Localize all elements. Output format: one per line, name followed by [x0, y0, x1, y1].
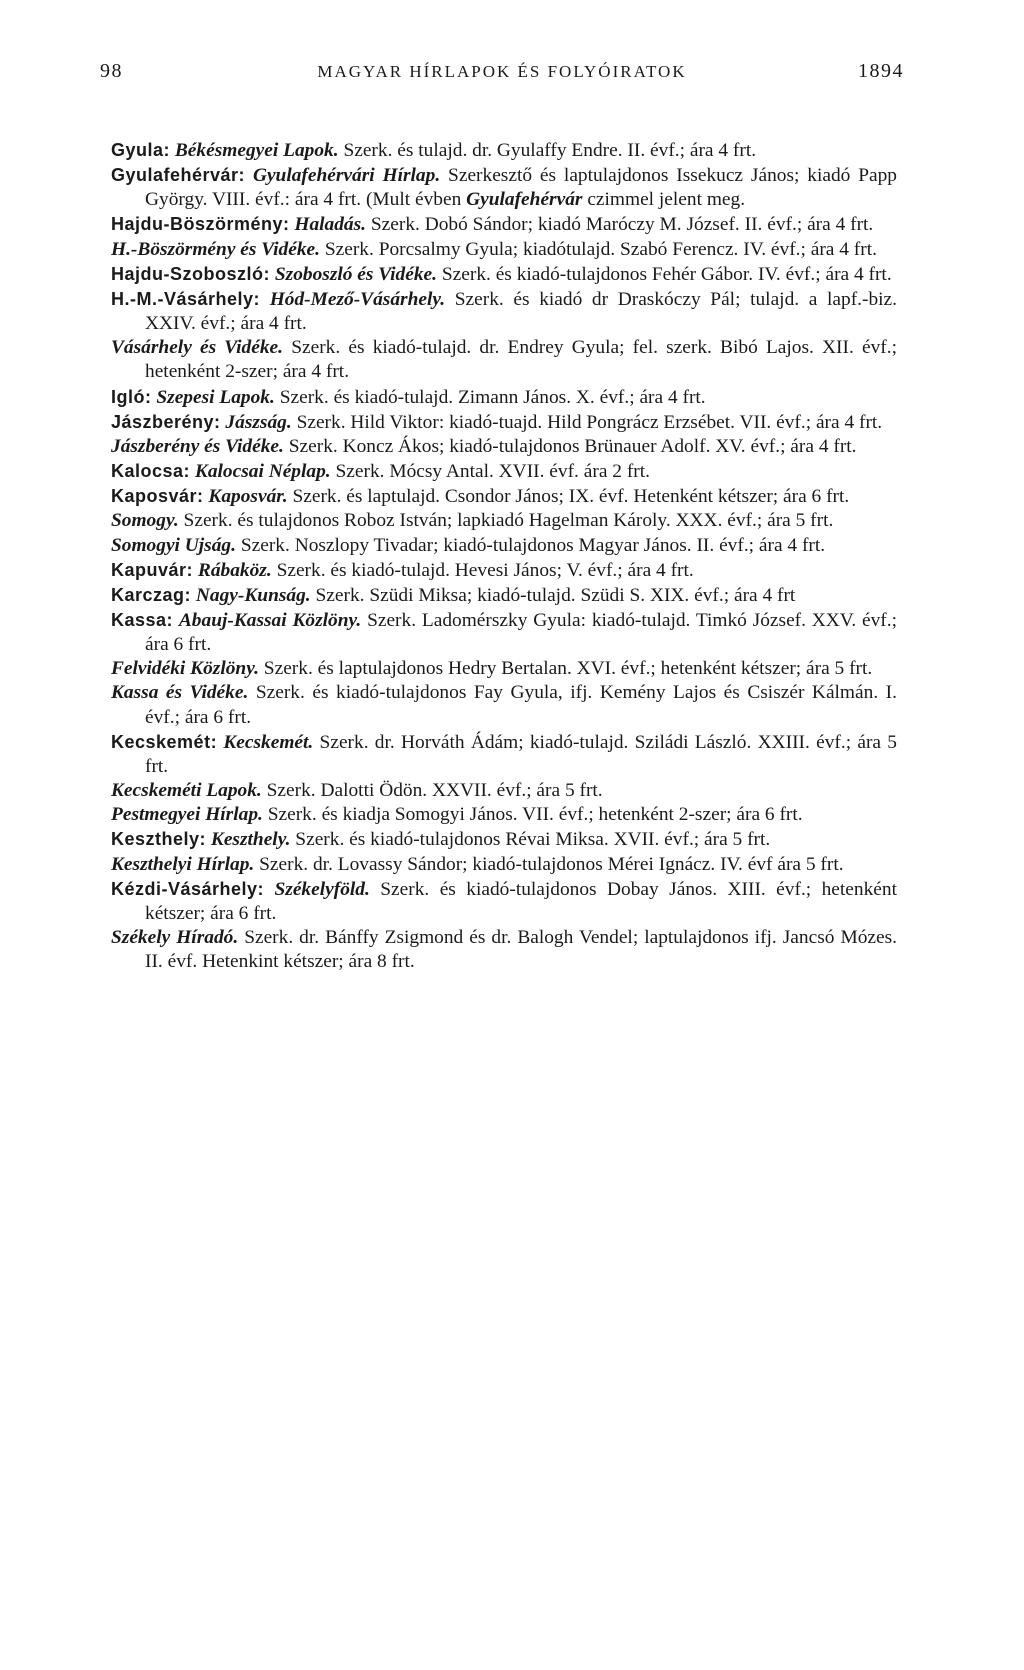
entry-text: Szerk. Ladomérszky Gyula: kiadó-tulajd. Timkó József. XXV. évf.; ára 6 frt.	[145, 609, 897, 656]
directory-entry	[111, 853, 897, 877]
town-name: Kaposvár:	[111, 486, 204, 507]
newspaper-title: Kecskemét.	[223, 731, 314, 753]
newspaper-title: Keszthelyi Hírlap.	[111, 853, 255, 875]
newspaper-title: Kassa és Vidéke.	[111, 682, 249, 704]
directory-entry	[111, 212, 897, 237]
entry-text: Szerk. és tulajd. dr. Gyulaffy Endre. II. évf.; ára 4 frt.	[343, 140, 757, 161]
directory-entry	[111, 803, 897, 827]
town-name: H.-M.-Vásárhely:	[111, 288, 261, 309]
entry-text: Szerk. és kiadó dr Draskóczy Pál; tulajd. a lapf.-biz. XXIV. évf.; ára 4 frt.	[145, 288, 897, 335]
entry-text: Szerk. és laptulajd. Csondor János; IX. évf. Hetenként kétszer; ára 6 frt.	[292, 486, 850, 508]
directory-entry	[111, 779, 897, 803]
directory-entry	[111, 385, 897, 410]
newspaper-title: Keszthely.	[210, 829, 291, 851]
town-name: Kecskemét:	[111, 731, 218, 752]
entry-text: Szerk. dr. Bánffy Zsigmond és dr. Balogh Vendel; laptulajdonos ifj. Jancsó Mózes. II. évf. Hetenkint kétszer; ára 8 frt.	[145, 927, 897, 973]
town-name: Gyulafehérvár:	[111, 165, 246, 186]
newspaper-title: Hód-Mező-Vásárhely.	[269, 288, 446, 310]
newspaper-title: Jászberény és Vidéke.	[111, 435, 284, 457]
directory-entry	[111, 730, 897, 779]
directory-entry	[111, 287, 897, 336]
entry-text: Szerk. Koncz Ákos; kiadó-tulajdonos Brünauer Adolf. XV. évf.; ára 4 frt.	[288, 435, 857, 457]
entry-text: Szerk. Noszlopy Tivadar; kiadó-tulajdonos Magyar János. II. évf.; ára 4 frt.	[240, 534, 826, 556]
newspaper-title: Szepesi Lapok.	[156, 386, 275, 408]
town-name: Hajdu-Böszörmény:	[111, 214, 290, 235]
newspaper-title: Kaposvár.	[208, 486, 288, 508]
newspaper-title: Vásárhely és Vidéke.	[111, 337, 284, 359]
newspaper-title: Haladás.	[294, 214, 367, 236]
newspaper-title: Somogy.	[111, 510, 179, 532]
newspaper-title: Békésmegyei Lapok.	[174, 140, 339, 161]
directory-entry	[111, 484, 897, 509]
directory-entry	[111, 583, 897, 608]
directory-entry	[111, 608, 897, 657]
directory-entry	[111, 558, 897, 583]
newspaper-title: Kalocsai Néplap.	[194, 461, 331, 483]
directory-entry	[111, 336, 897, 384]
entry-text: Szerk. és kiadó-tulajdonos Fay Gyula, ifj. Kemény Lajos és Csiszér Kálmán. I. évf.; ára 6 frt.	[145, 682, 897, 728]
entry-text: Szerk. dr. Horváth Ádám; kiadó-tulajd. Sziládi László. XXIII. évf.; ára 5 frt.	[145, 731, 897, 777]
newspaper-title: Gyulafehérvár	[466, 189, 583, 211]
entry-text: Szerk. Porcsalmy Gyula; kiadótulajd. Szabó Ferencz. IV. évf.; ára 4 frt.	[324, 238, 877, 260]
directory-entry	[111, 827, 897, 852]
newspaper-title: Abauj-Kassai Közlöny.	[178, 609, 362, 631]
newspaper-title: Felvidéki Közlöny.	[111, 658, 259, 680]
newspaper-title: Nagy-Kunság.	[195, 584, 311, 606]
town-name: Kézdi-Vásárhely:	[111, 878, 265, 899]
directory-entry	[111, 410, 897, 435]
entry-text: Szerk. és kiadó-tulajd. dr. Endrey Gyula; fel. szerk. Bibó Lajos. XII. évf.; hetenként 2-szer; ára 4 frt.	[145, 337, 897, 383]
entry-text: Szerk. és laptulajdonos Hedry Bertalan. XVI. évf.; hetenként kétszer; ára 5 frt.	[263, 658, 873, 680]
entry-text: Szerk. dr. Lovassy Sándor; kiadó-tulajdonos Mérei Ignácz. IV. évf ára 5 frt.	[259, 853, 844, 875]
newspaper-title: Pestmegyei Hírlap.	[111, 804, 263, 826]
directory-entry	[111, 534, 897, 558]
running-title: MAGYAR HÍRLAPOK ÉS FOLYÓIRATOK	[317, 62, 687, 81]
entry-text: Szerk. és kiadó-tulajd. Zimann János. X. évf.; ára 4 frt.	[279, 386, 706, 408]
entry-text: Szerk. és kiadó-tulajdonos Fehér Gábor. IV. évf.; ára 4 frt.	[441, 263, 892, 285]
entry-text: Szerk. és kiadó-tulajd. Hevesi János; V. évf.; ára 4 frt.	[276, 559, 694, 581]
newspaper-title: Somogyi Ujság.	[111, 534, 236, 556]
directory-entry	[111, 138, 897, 163]
town-name: Gyula:	[111, 140, 171, 160]
town-name: Jászberény:	[111, 411, 221, 432]
directory-entry	[111, 163, 897, 212]
newspaper-title: Jászság.	[225, 411, 292, 433]
directory-entry	[111, 509, 897, 533]
directory-entry	[111, 262, 897, 287]
entry-text: Szerk. Mócsy Antal. XVII. évf. ára 2 frt.	[335, 461, 650, 483]
entry-text: Szerk. és tulajdonos Roboz István; lapkiadó Hagelman Károly. XXX. évf.; ára 5 frt.	[183, 510, 834, 532]
newspaper-title: Kecskeméti Lapok.	[111, 780, 262, 802]
newspaper-title: Rábaköz.	[197, 559, 272, 581]
newspaper-title: H.-Böszörmény és Vidéke.	[111, 238, 320, 260]
directory-entry	[111, 238, 897, 262]
town-name: Igló:	[111, 386, 152, 407]
town-name: Hajdu-Szoboszló:	[111, 263, 270, 284]
newspaper-title: Gyulafehérvári Hírlap.	[252, 165, 441, 187]
entry-text: Szerk. Hild Viktor: kiadó-tuajd. Hild Pongrácz Erzsébet. VII. évf.; ára 4 frt.	[296, 411, 883, 433]
directory-entry	[111, 877, 897, 926]
newspaper-title: Szoboszló és Vidéke.	[274, 263, 437, 285]
entry-text: Szerk. és kiadja Somogyi János. VII. évf.; hetenként 2-szer; ára 6 frt.	[267, 804, 803, 826]
directory-entry	[111, 657, 897, 681]
newspaper-title: Székely Híradó.	[111, 927, 239, 948]
directory-entry	[111, 459, 897, 484]
running-header	[100, 60, 904, 83]
entry-text: czimmel jelent meg.	[587, 189, 746, 211]
newspaper-title: Székelyföld.	[274, 878, 370, 900]
entry-text: Szerk. és kiadó-tulajdonos Révai Miksa. XVII. évf.; ára 5 frt.	[295, 829, 771, 851]
entry-text: Szerkesztő és laptulajdonos Issekucz János; kiadó Papp György. VIII. évf.: ára 4 frt. (Mult évben	[145, 165, 897, 211]
directory-entry	[111, 681, 897, 729]
entry-text: Szerk. Szüdi Miksa; kiadó-tulajd. Szüdi S. XIX. évf.; ára 4 frt	[315, 584, 796, 606]
entry-text: Szerk. Dobó Sándor; kiadó Maróczy M. József. II. évf.; ára 4 frt.	[370, 214, 874, 236]
directory-entry	[111, 926, 897, 974]
entry-text: Szerk. és kiadó-tulajdonos Dobay János. XIII. évf.; hetenként kétszer; ára 6 frt.	[145, 878, 897, 924]
town-name: Keszthely:	[111, 829, 207, 850]
directory-entry	[111, 435, 897, 459]
directory-entries	[111, 138, 897, 974]
running-year: 1894	[858, 60, 904, 82]
page-number: 98	[100, 60, 123, 82]
town-name: Karczag:	[111, 584, 192, 605]
entry-text: Szerk. Dalotti Ödön. XXVII. évf.; ára 5 frt.	[266, 780, 603, 802]
town-name: Kassa:	[111, 609, 174, 630]
town-name: Kalocsa:	[111, 461, 191, 482]
town-name: Kapuvár:	[111, 559, 194, 580]
